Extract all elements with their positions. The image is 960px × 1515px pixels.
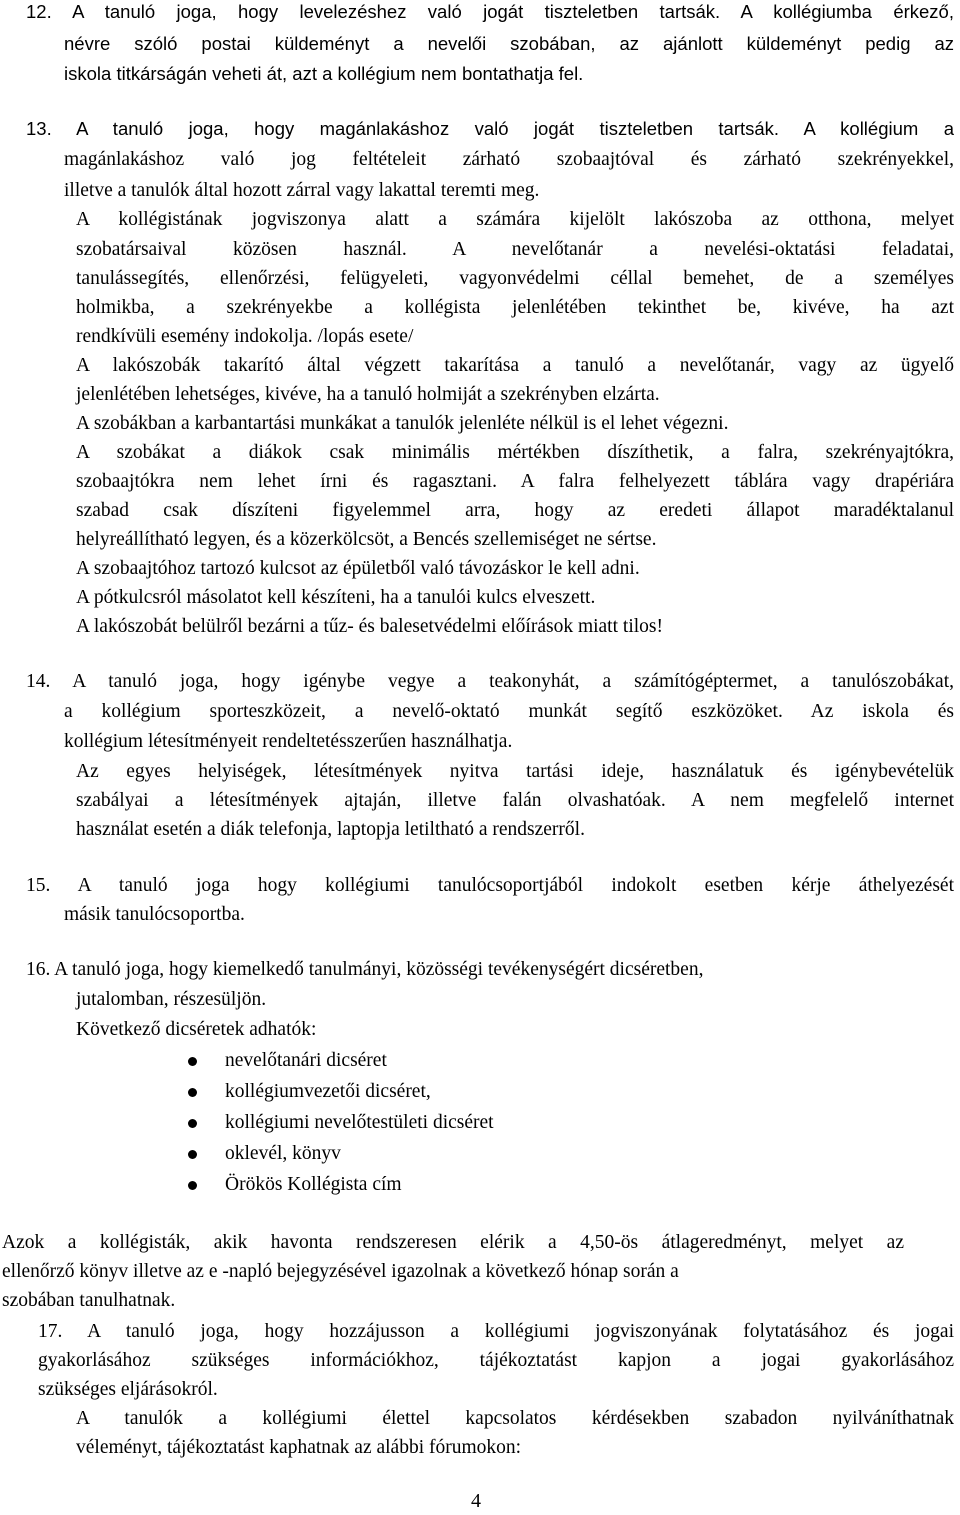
item-14-line-1: 14. A tanuló joga, hogy igénybe vegye a teakonyhát, a számítógéptermet, a tanulószobákat, (26, 671, 954, 692)
item-15-line-1: 15. A tanuló joga hogy kollégiumi tanulócsoportjából indokolt esetben kérje áthelyezését (26, 875, 954, 896)
page-number: 4 (471, 1490, 481, 1512)
item-12-line-3: iskola titkárságán veheti át, azt a kollégium nem bontathatja fel. (64, 63, 584, 84)
item-16-line-1: 16. A tanuló joga, hogy kiemelkedő tanulmányi, közösségi tevékenységért dicséretben, (26, 959, 704, 980)
item-13-line-11: A szobákban a karbantartási munkákat a tanulók jelenléte nélkül is el lehet végezni. (76, 413, 729, 434)
item-13-line-16: A szobaajtóhoz tartozó kulcsot az épületből való távozáskor le kell adni. (76, 558, 640, 579)
bullet-dot (188, 1088, 197, 1097)
item-16-line-3: Következő dicséretek adhatók: (76, 1019, 317, 1040)
paragraph-line-2: ellenőrző könyv illetve az e -napló bejegyzésével igazolnak a következő hónap során a (2, 1261, 679, 1282)
item-17-line-2: gyakorlásához szükséges információkhoz, tájékoztatást kapjon a jogai gyakorlásához (38, 1350, 954, 1371)
item-13-line-9: A lakószobák takarító által végzett takarítása a tanuló a nevelőtanár, vagy az ügyelő (76, 355, 954, 376)
item-12-line-2: névre szóló postai küldeményt a nevelői szobában, az ajánlott küldeményt pedig az (64, 33, 954, 54)
item-12-line-1: 12. A tanuló joga, hogy levelezéshez való jogát tiszteletben tartsák. A kollégiumba érkező, (26, 1, 954, 22)
item-13-line-18: A lakószobát belülről bezárni a tűz- és balesetvédelmi előírások miatt tilos! (76, 616, 663, 637)
item-13-line-1: 13. A tanuló joga, hogy magánlakáshoz való jogát tiszteletben tartsák. A kollégium a (26, 118, 954, 139)
item-13-line-15: helyreállítható legyen, és a közerkölcsöt, a Bencés szellemiséget ne sértse. (76, 529, 657, 550)
list-item: kollégiumi nevelőtestületi dicséret (225, 1112, 494, 1133)
paragraph-line-3: szobában tanulhatnak. (2, 1290, 176, 1311)
item-14-line-2: a kollégium sporteszközeit, a nevelő-oktató munkát segítő eszközöket. Az iskola és (64, 701, 954, 722)
bullet-dot (188, 1057, 197, 1066)
item-13-line-8: rendkívüli esemény indokolja. /lopás esete/ (76, 326, 414, 347)
bullet-dot (188, 1119, 197, 1128)
list-item: Örökös Kollégista cím (225, 1174, 402, 1195)
item-13-line-12: A szobákat a diákok csak minimális mértékben díszíthetik, a falra, szekrényajtókra, (76, 442, 954, 463)
item-17-line-4: A tanulók a kollégiumi élettel kapcsolatos kérdésekben szabadon nyilváníthatnak (76, 1408, 954, 1429)
paragraph-line-1: Azok a kollégisták, akik havonta rendszeresen elérik a 4,50-ös átlageredményt, melyet az (2, 1232, 904, 1253)
item-13-line-10: jelenlétében lehetséges, kivéve, ha a tanuló holmiját a szekrényben elzárta. (76, 384, 660, 405)
item-14-line-3: kollégium létesítményeit rendeltetésszerűen használhatja. (64, 731, 513, 752)
list-item: nevelőtanári dicséret (225, 1050, 387, 1071)
item-13-line-6: tanulássegítés, ellenőrzési, felügyeleti, vagyonvédelmi céllal bemehet, de a személyes (76, 268, 954, 289)
item-13-line-3: illetve a tanulók által hozott zárral vagy lakattal teremti meg. (64, 180, 540, 201)
item-13-line-7: holmikba, a szekrényekbe a kollégista jelenlétében tekinthet be, kivéve, ha azt (76, 297, 954, 318)
item-13-line-4: A kollégistának jogviszonya alatt a számára kijelölt lakószoba az otthona, melyet (76, 209, 954, 230)
item-15-line-2: másik tanulócsoportba. (64, 904, 245, 925)
bullet-dot (188, 1181, 197, 1190)
item-17-line-1: 17. A tanuló joga, hogy hozzájusson a kollégiumi jogviszonyának folytatásához és jogai (38, 1321, 954, 1342)
item-14-line-5: szabályai a létesítmények ajtaján, illetve falán olvashatóak. A nem megfelelő internet (76, 790, 954, 811)
item-13-line-13: szobaajtókra nem lehet írni és ragasztani. A falra felhelyezett táblára vagy drapériára (76, 471, 954, 492)
item-13-line-17: A pótkulcsról másolatot kell készíteni, ha a tanulói kulcs elveszett. (76, 587, 596, 608)
item-14-line-4: Az egyes helyiségek, létesítmények nyitva tartási ideje, használatuk és igénybevételük (76, 761, 954, 782)
item-13-line-14: szabad csak díszíteni figyelemmel arra, hogy az eredeti állapot maradéktalanul (76, 500, 954, 521)
list-item: oklevél, könyv (225, 1143, 341, 1164)
item-13-line-5: szobatársaival közösen használ. A nevelőtanár a nevelési-oktatási feladatai, (76, 239, 954, 260)
item-14-line-6: használat esetén a diák telefonja, laptopja letiltható a rendszerről. (76, 819, 585, 840)
item-17-line-3: szükséges eljárásokról. (38, 1379, 218, 1400)
item-13-line-2: magánlakáshoz való jog feltételeit zárható szobaajtóval és zárható szekrényekkel, (64, 149, 954, 170)
item-17-line-5: véleményt, tájékoztatást kaphatnak az alábbi fórumokon: (76, 1437, 522, 1458)
bullet-dot (188, 1150, 197, 1159)
list-item: kollégiumvezetői dicséret, (225, 1081, 431, 1102)
item-16-line-2: jutalomban, részesüljön. (76, 989, 267, 1010)
